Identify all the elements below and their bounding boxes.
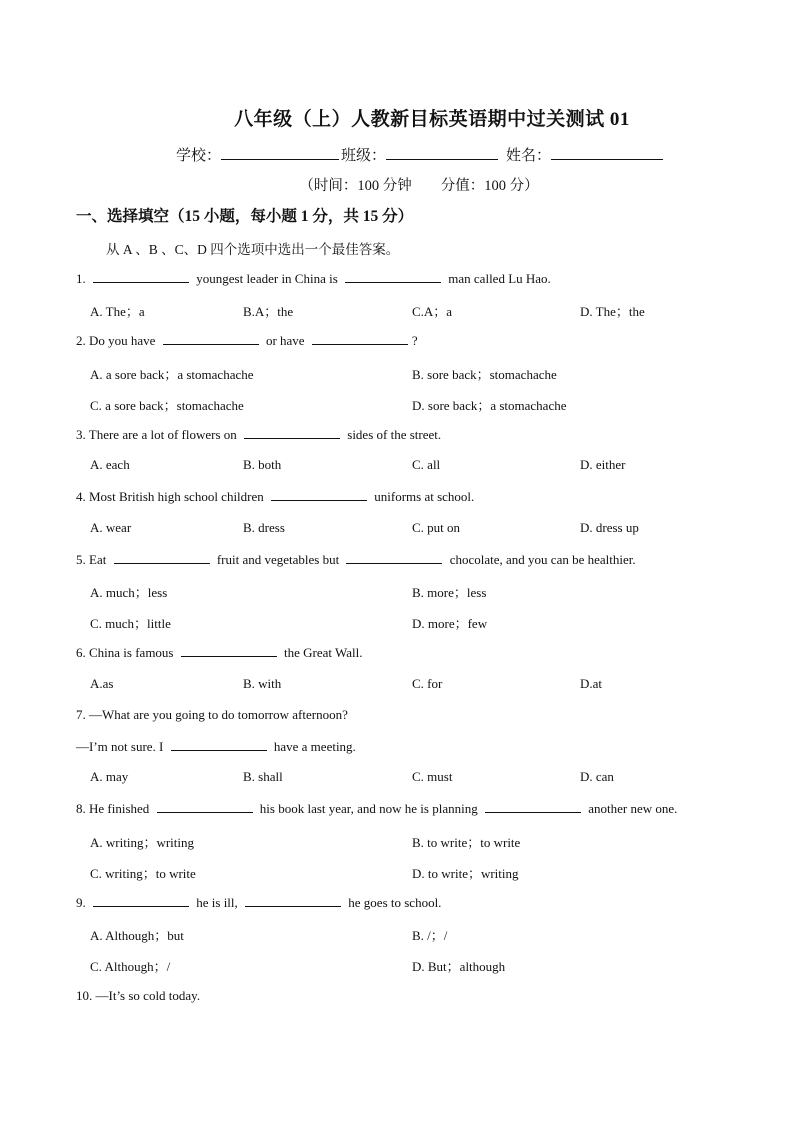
question-text: 1. (76, 271, 89, 286)
question-text: 6. China is famous (76, 645, 177, 660)
answer-blank (245, 894, 341, 907)
class-blank (386, 145, 498, 160)
answer-option: C. a sore back；stomachache (90, 398, 244, 413)
answer-blank (93, 894, 189, 907)
question-text: 9. (76, 895, 89, 910)
student-info-row (176, 144, 665, 165)
question-text: he is ill, (193, 895, 242, 910)
question-stem (76, 270, 551, 287)
answer-blank (312, 332, 408, 345)
question-stem (76, 738, 356, 755)
answer-option: A. each (90, 457, 130, 472)
answer-option: C.A；a (412, 304, 453, 319)
question-text: 8. He finished (76, 801, 153, 816)
answer-option: A. writing；writing (90, 835, 194, 850)
page-title: 八年级（上）人教新目标英语期中过关测试 01 (234, 109, 630, 130)
question-stem (76, 800, 677, 817)
answer-option: C. must (412, 769, 453, 784)
answer-option: B. with (243, 676, 282, 691)
instruction: 从 A 、B 、C、D 四个选项中选出一个最佳答案。 (106, 242, 400, 257)
answer-blank (163, 332, 259, 345)
question-text: man called Lu Hao. (445, 271, 551, 286)
answer-option: B. sore back；stomachache (412, 367, 557, 382)
class-label: 班级： (341, 148, 387, 164)
answer-option: D. more；few (412, 616, 488, 631)
answer-option: D. dress up (580, 520, 639, 535)
name-blank (551, 145, 663, 160)
question-text: the Great Wall. (280, 645, 363, 660)
question-text: —I’m not sure. I (76, 739, 167, 754)
answer-option: C. much；little (90, 616, 171, 631)
answer-option: A. a sore back；a stomachache (90, 367, 254, 382)
question-text: 10. —It’s so cold today. (76, 988, 201, 1003)
answer-option: D. to write；writing (412, 866, 519, 881)
answer-option: A. Although；but (90, 928, 184, 943)
answer-option: A. may (90, 769, 129, 784)
question-text: 4. Most British high school children (76, 489, 268, 504)
answer-option: B. /；/ (412, 928, 448, 943)
answer-blank (244, 426, 340, 439)
answer-blank (171, 738, 267, 751)
answer-option: B. both (243, 457, 282, 472)
answer-option: D.at (580, 676, 603, 691)
question-text: his book last year, and now he is planning (256, 801, 481, 816)
answer-option: C. Although；/ (90, 959, 171, 974)
question-stem (76, 644, 363, 661)
question-text: ? (411, 333, 418, 348)
question-stem (76, 488, 474, 505)
answer-option: D. The；the (580, 304, 645, 319)
answer-option: A. The；a (90, 304, 145, 319)
question-text: chocolate, and you can be healthier. (446, 552, 636, 567)
question-text: 5. Eat (76, 552, 110, 567)
answer-option: D. can (580, 769, 614, 784)
answer-option: D. But；although (412, 959, 506, 974)
question-text: 2. Do you have (76, 333, 159, 348)
question-stem (76, 988, 200, 1004)
question-text: have a meeting. (270, 739, 356, 754)
question-text: he goes to school. (345, 895, 442, 910)
question-text: fruit and vegetables but (213, 552, 343, 567)
answer-option: B.A；the (243, 304, 294, 319)
question-text: uniforms at school. (371, 489, 475, 504)
question-stem (76, 894, 441, 911)
exam-meta: （时间：100 分钟 分值：100 分） (299, 178, 539, 194)
answer-option: A.as (90, 676, 114, 691)
answer-blank (346, 551, 442, 564)
question-text: another new one. (584, 801, 678, 816)
question-stem (76, 332, 418, 349)
answer-option: B. shall (243, 769, 283, 784)
answer-option: B. to write；to write (412, 835, 521, 850)
answer-blank (345, 270, 441, 283)
question-stem (76, 707, 348, 723)
answer-option: D. sore back；a stomachache (412, 398, 567, 413)
question-text: 7. —What are you going to do tomorrow afternoon? (76, 707, 348, 722)
answer-blank (485, 800, 581, 813)
name-label: 姓名： (506, 148, 552, 164)
answer-option: B. dress (243, 520, 285, 535)
question-stem (76, 426, 441, 443)
school-blank (221, 145, 339, 160)
question-text: 3. There are a lot of flowers on (76, 427, 241, 442)
question-text: sides of the street. (344, 427, 442, 442)
answer-option: C. put on (412, 520, 461, 535)
answer-option: A. much；less (90, 585, 168, 600)
question-text: or have (262, 333, 308, 348)
school-label: 学校： (176, 148, 222, 164)
answer-blank (157, 800, 253, 813)
answer-option: C. for (412, 676, 443, 691)
answer-blank (271, 488, 367, 501)
answer-blank (93, 270, 189, 283)
answer-option: A. wear (90, 520, 132, 535)
answer-blank (114, 551, 210, 564)
question-stem (76, 551, 636, 568)
question-text: youngest leader in China is (193, 271, 342, 286)
answer-option: D. either (580, 457, 626, 472)
answer-blank (181, 644, 277, 657)
answer-option: B. more；less (412, 585, 487, 600)
section-heading: 一、选择填空（15 小题，每小题 1 分，共 15 分） (76, 208, 414, 225)
answer-option: C. writing；to write (90, 866, 196, 881)
answer-option: C. all (412, 457, 441, 472)
